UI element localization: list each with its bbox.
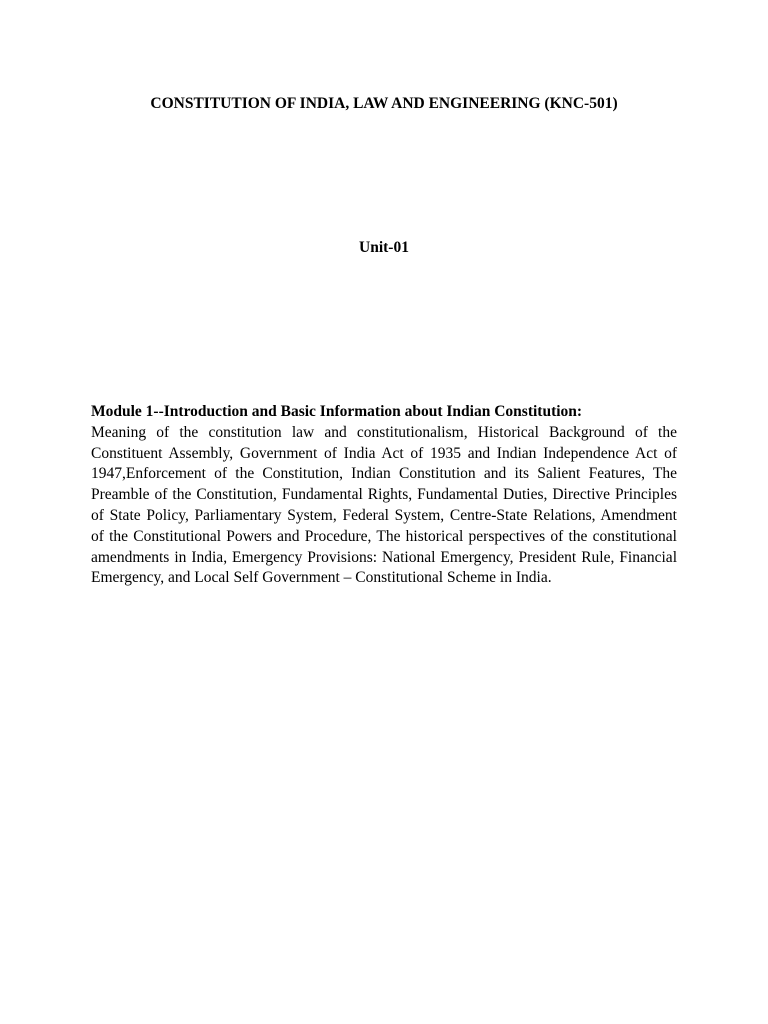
module-heading: Module 1--Introduction and Basic Information about Indian Constitution: xyxy=(91,403,583,420)
document-title: CONSTITUTION OF INDIA, LAW AND ENGINEERING (KNC-501) xyxy=(150,95,618,112)
module-body-text: Meaning of the constitution law and constitutionalism, Historical Background of the Constituent Assembly, Government of India Act of 1935 and Indian Independence Act of 1947,Enforcement of the Constitution, Indian Constitution and its Salient Features, The Preamble of the Constitution, Fundamental Rights, Fundamental Duties, Directive Principles of State Policy, Parliamentary System, Federal System, Centre-State Relations, Amendment of the Constitutional Powers and Procedure, The historical perspectives of the constitutional amendments in India, Emergency Provisions: National Emergency, President Rule, Financial Emergency, and Local Self Government – Constitutional Scheme in India. xyxy=(91,423,677,587)
module-section xyxy=(91,402,677,589)
unit-heading: Unit-01 xyxy=(359,239,409,256)
